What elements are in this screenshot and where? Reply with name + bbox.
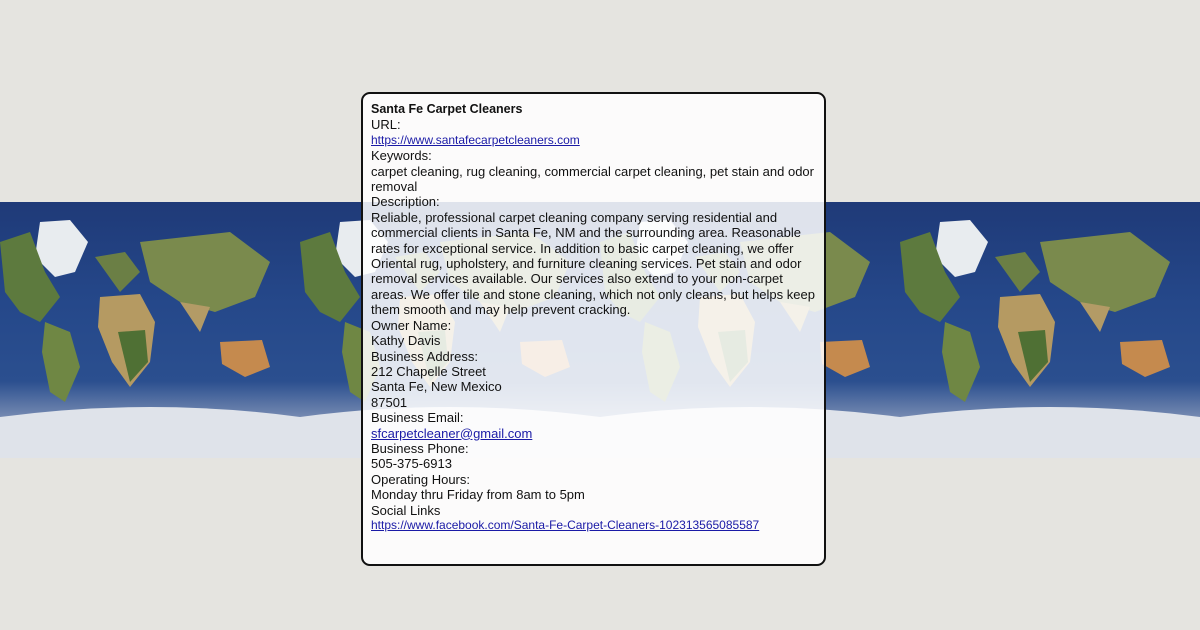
- address-label: Business Address:: [371, 348, 478, 364]
- hours-text: Monday thru Friday from 8am to 5pm: [371, 487, 585, 503]
- keywords-text: carpet cleaning, rug cleaning, commercial carpet cleaning, pet stain and odor removal: [371, 163, 814, 195]
- facebook-link[interactable]: https://www.facebook.com/Santa-Fe-Carpet-Cleaners-102313565085587: [371, 517, 760, 532]
- keywords-label: Keywords:: [371, 148, 432, 164]
- hours-label: Operating Hours:: [371, 471, 470, 487]
- website-link[interactable]: https://www.santafecarpetcleaners.com: [371, 132, 580, 147]
- owner-name: Kathy Davis: [371, 333, 441, 349]
- description-label: Description:: [371, 194, 440, 210]
- address-street: 212 Chapelle Street: [371, 363, 486, 379]
- phone-number: 505-375-6913: [371, 456, 452, 472]
- address-zip: 87501: [371, 394, 408, 410]
- social-label: Social Links: [371, 502, 441, 518]
- business-name: Santa Fe Carpet Cleaners: [371, 102, 523, 116]
- phone-label: Business Phone:: [371, 440, 469, 456]
- url-label: URL:: [371, 117, 401, 133]
- description-text: Reliable, professional carpet cleaning company serving residential and commercial clients in Santa Fe, NM and the surrounding area. Reasonable rates for exceptional service. In addition to basic carpet cleaning, we offer Oriental rug, upholstery, and furniture cleaning services. Pet stain and odor removal services available. Our services also extend to your non-carpet areas. We offer tile and stone cleaning, which not only cleans, but helps keep them smooth and may help prevent cracking.: [371, 209, 815, 318]
- address-city: Santa Fe, New Mexico: [371, 379, 502, 395]
- email-label: Business Email:: [371, 410, 464, 426]
- email-link[interactable]: sfcarpetcleaner@gmail.com: [371, 425, 533, 441]
- business-info-card: [361, 92, 826, 566]
- owner-label: Owner Name:: [371, 317, 452, 333]
